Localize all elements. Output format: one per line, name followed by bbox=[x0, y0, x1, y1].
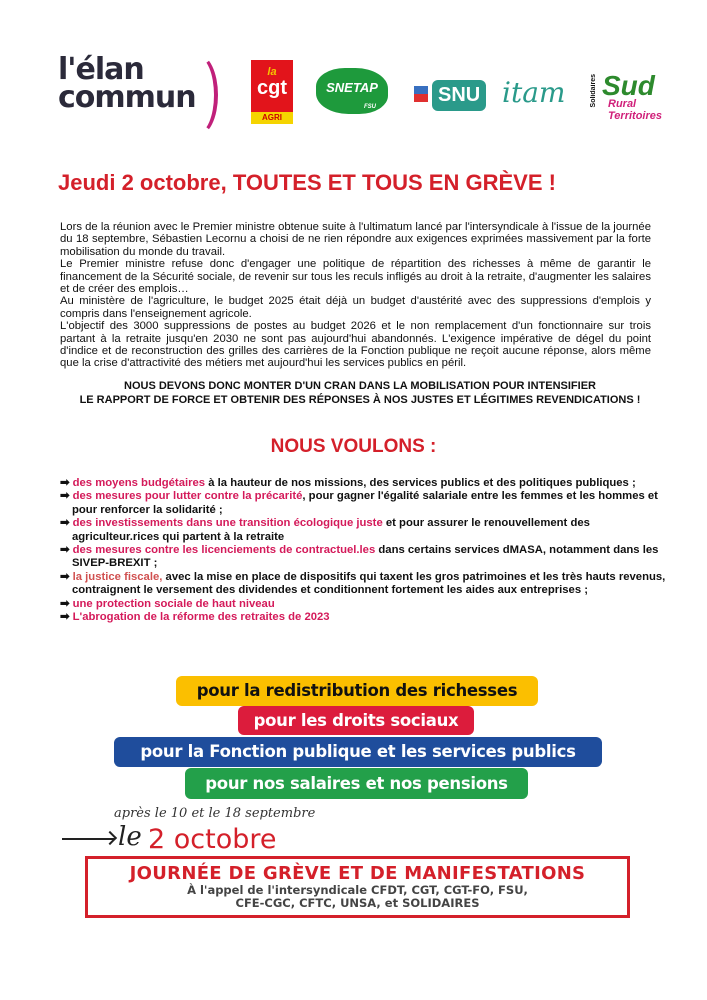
sud-name: Sud bbox=[602, 70, 655, 101]
call-to-action bbox=[40, 380, 680, 407]
list-item bbox=[60, 490, 670, 517]
cgt-name: cgt bbox=[257, 77, 287, 99]
arrow-icon: ➡ bbox=[60, 544, 70, 557]
page-title: Jeudi 2 octobre, TOUTES ET TOUS EN GRÈVE ! bbox=[58, 170, 556, 195]
date-prefix: le bbox=[118, 822, 142, 852]
banner-fonction-publique: pour la Fonction publique et les services publics bbox=[114, 737, 602, 767]
banner-droits-sociaux: pour les droits sociaux bbox=[238, 706, 474, 735]
paragraph: Au ministère de l'agriculture, le budget 2025 était déjà un budget d'austérité avec des suppressions d'emplois y compris dans l'enseignement agricole. bbox=[60, 295, 651, 320]
itam-text: itam bbox=[502, 76, 566, 109]
fsu-icon bbox=[414, 86, 428, 102]
list-item bbox=[60, 571, 670, 598]
intro-text bbox=[60, 221, 651, 370]
arrow-icon: ➡ bbox=[60, 477, 70, 489]
sud-rural-logo bbox=[590, 70, 670, 120]
banner-salaires: pour nos salaires et nos pensions bbox=[185, 768, 528, 799]
sud-sub: Rural Territoires bbox=[608, 98, 663, 122]
demand-highlight: L'abrogation de la réforme des retraites de 2023 bbox=[72, 611, 330, 624]
snetap-fsu-logo bbox=[316, 68, 388, 114]
arrow-icon: ➡ bbox=[60, 490, 70, 503]
demand-text: avec la mise en place de dispositifs qui taxent les gros patrimoines et les très hauts revenus, contraignent le versement des dividendes et conditionnent fortement les aides aux entreprises ; bbox=[72, 570, 666, 597]
strike-date: 2 octobre bbox=[148, 824, 277, 855]
sud-solidaires: Solidaires bbox=[590, 74, 597, 108]
demand-highlight: des mesures contre les licenciements de contractuel.les bbox=[72, 544, 376, 557]
snetap-name: SNETAP bbox=[326, 80, 378, 95]
cgt-sub: AGRI bbox=[251, 112, 293, 124]
elan-commun-logo bbox=[58, 52, 196, 115]
call-line: NOUS DEVONS DONC MONTER D'UN CRAN DANS LA MOBILISATION POUR INTENSIFIER bbox=[124, 380, 596, 392]
demand-text: à la hauteur de nos missions, des services publics et des politiques publiques ; bbox=[205, 477, 636, 489]
arrow-icon: ➡ bbox=[60, 517, 70, 530]
arrow-icon: ➡ bbox=[60, 597, 70, 610]
announcement-title: JOURNÉE DE GRÈVE ET DE MANIFESTATIONS bbox=[129, 863, 586, 884]
demand-text: dans certains services dMASA, notamment dans les SIVEP-BREXIT ; bbox=[72, 544, 659, 570]
snetap-sub: FSU bbox=[364, 104, 376, 110]
list-item bbox=[60, 611, 670, 624]
cgt-la: la bbox=[267, 66, 277, 78]
list-item bbox=[60, 598, 670, 611]
demand-highlight: la justice fiscale, bbox=[72, 570, 163, 583]
list-item bbox=[60, 544, 670, 571]
list-item bbox=[60, 477, 670, 490]
snuitam-logo bbox=[414, 76, 594, 116]
paragraph: Lors de la réunion avec le Premier ministre obtenue suite à l'ultimatum lancé par l'intersyndicale à l'issue de la journée du 18 septembre, Sébastien Lecornu a choisi de ne rien répondre aux exigences exprimées massivement par la forte mobilisation du monde du travail. bbox=[60, 221, 651, 258]
strike-announcement-box bbox=[85, 856, 630, 918]
call-line: LE RAPPORT DE FORCE ET OBTENIR DES RÉPONSES À NOS JUSTES ET LÉGITIMES REVENDICATIONS ! bbox=[79, 393, 641, 406]
previous-dates: après le 10 et le 18 septembre bbox=[114, 806, 316, 821]
paragraph: L'objectif des 3000 suppressions de postes au budget 2026 et le non remplacement d'un fonctionnaire sur trois partant à la retraite jusqu'en 2030 ne sont pas aujourd'hui abandonnés. L'exigence impérative de dégel du point d'indice et de reconstruction des grilles des carrières de la Fonction publique ne reçoit aucune réponse, alors même que la crise d'attractivité des métiers met aujourd'hui les services publics en péril. bbox=[60, 320, 651, 370]
snu-text: SNU bbox=[432, 80, 486, 111]
demands-title: NOUS VOULONS : bbox=[270, 436, 437, 457]
list-item bbox=[60, 517, 670, 544]
announcement-unions: À l'appel de l'intersyndicale CFDT, CGT, CGT-FO, FSU, bbox=[187, 883, 528, 897]
cgt-agri-logo bbox=[251, 60, 293, 124]
demand-highlight: des mesures pour lutter contre la précarité bbox=[72, 490, 303, 503]
arrow-icon: ➡ bbox=[60, 570, 70, 583]
arrow-icon: ➡ bbox=[60, 611, 70, 624]
demand-highlight: des investissements dans une transition écologique juste bbox=[72, 517, 383, 530]
demand-highlight: une protection sociale de haut niveau bbox=[72, 597, 275, 610]
elan-logo-line1: l'élan bbox=[58, 52, 144, 87]
union-logos bbox=[58, 52, 668, 137]
elan-arc-icon bbox=[178, 54, 218, 136]
banner-redistribution: pour la redistribution des richesses bbox=[176, 676, 538, 706]
demand-text: , pour gagner l'égalité salariale entre les femmes et les hommes et pour renforcer la solidarité ; bbox=[72, 490, 658, 516]
demand-text: et pour assurer le renouvellement des agriculteur.rices qui partent à la retraite bbox=[72, 517, 590, 543]
demand-highlight: des moyens budgétaires bbox=[72, 477, 206, 489]
arrow-right-icon bbox=[62, 838, 114, 840]
announcement-unions: CFE-CGC, CFTC, UNSA, et SOLIDAIRES bbox=[235, 896, 480, 910]
elan-logo-line2: commun bbox=[58, 80, 196, 115]
paragraph: Le Premier ministre refuse donc d'engager une politique de répartition des richesses à même de garantir le financement de la Sécurité sociale, de revenir sur tous les reculs infligés au droit à la retraite, d'augmenter les salaires et de créer des emplois… bbox=[60, 258, 651, 296]
demands-list bbox=[60, 477, 670, 624]
